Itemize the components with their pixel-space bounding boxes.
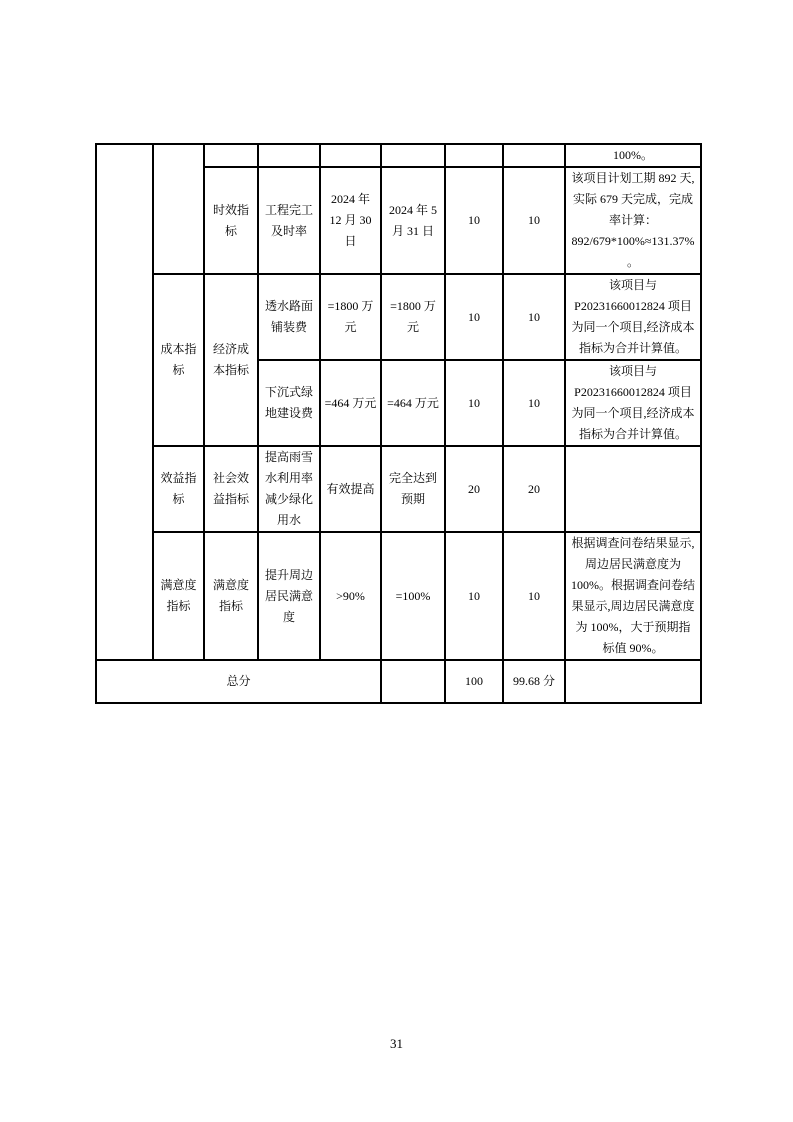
remark-cell: 该项目与 P20231660012824 项目为同一个项目,经济成本指标为合并计算值。 (565, 360, 701, 446)
target-value-cell: =1800 万元 (320, 274, 381, 360)
table-row-benefit (96, 446, 701, 532)
empty-cell (320, 144, 381, 167)
empty-cell (503, 144, 565, 167)
weight-cell: 10 (445, 167, 503, 274)
total-label-cell: 总分 (96, 660, 381, 703)
category-cell: 效益指标 (153, 446, 204, 532)
weight-cell: 10 (445, 274, 503, 360)
remark-cell: 根据调查问卷结果显示,周边居民满意度为 100%。根据调查问卷结果显示,周边居民满意度为 100%，大于预期指标值 90%。 (565, 532, 701, 660)
target-value-cell: >90% (320, 532, 381, 660)
total-max-score-cell: 100 (445, 660, 503, 703)
weight-cell: 10 (445, 360, 503, 446)
remark-cell (565, 446, 701, 532)
category-cell: 满意度指标 (153, 532, 204, 660)
actual-value-cell: 完全达到预期 (381, 446, 445, 532)
score-cell: 20 (503, 446, 565, 532)
remark-cell: 该项目与 P20231660012824 项目为同一个项目,经济成本指标为合并计算值。 (565, 274, 701, 360)
empty-cell (381, 660, 445, 703)
category-column-continued-cell (96, 144, 153, 660)
indicator-name-cell: 工程完工及时率 (258, 167, 320, 274)
page-number: 31 (390, 1036, 403, 1051)
indicator-name-cell: 提升周边居民满意度 (258, 532, 320, 660)
empty-cell (445, 144, 503, 167)
remark-cell: 该项目计划工期 892 天,实际 679 天完成，完成率计算：892/679*100%≈131.37%。 (565, 167, 701, 274)
weight-cell: 20 (445, 446, 503, 532)
empty-cell (204, 144, 258, 167)
total-final-score-cell: 99.68 分 (503, 660, 565, 703)
empty-cell (258, 144, 320, 167)
actual-value-cell: 2024 年 5 月 31 日 (381, 167, 445, 274)
empty-cell (565, 660, 701, 703)
indicator-name-cell: 下沉式绿地建设费 (258, 360, 320, 446)
target-value-cell: 有效提高 (320, 446, 381, 532)
subcategory-cell: 时效指标 (204, 167, 258, 274)
table-row-satisfaction (96, 532, 701, 660)
performance-indicator-table (95, 143, 702, 704)
table-row-carryover (96, 144, 701, 167)
score-cell: 10 (503, 360, 565, 446)
weight-cell: 10 (445, 532, 503, 660)
subcategory-cell: 满意度指标 (204, 532, 258, 660)
remark-cell: 100%。 (565, 144, 701, 167)
indicator-name-cell: 透水路面铺装费 (258, 274, 320, 360)
score-cell: 10 (503, 167, 565, 274)
empty-cell (381, 144, 445, 167)
actual-value-cell: =1800 万元 (381, 274, 445, 360)
table-row-total (96, 660, 701, 703)
target-value-cell: 2024 年 12 月 30 日 (320, 167, 381, 274)
table-row-cost-1 (96, 274, 701, 360)
subcategory-cell: 社会效益指标 (204, 446, 258, 532)
indicator-name-cell: 提高雨雪水利用率减少绿化用水 (258, 446, 320, 532)
actual-value-cell: =100% (381, 532, 445, 660)
target-value-cell: =464 万元 (320, 360, 381, 446)
category-cell: 成本指标 (153, 274, 204, 446)
subcategory-cell: 经济成本指标 (204, 274, 258, 446)
group-column-continued-cell (153, 144, 204, 274)
score-cell: 10 (503, 274, 565, 360)
actual-value-cell: =464 万元 (381, 360, 445, 446)
score-cell: 10 (503, 532, 565, 660)
